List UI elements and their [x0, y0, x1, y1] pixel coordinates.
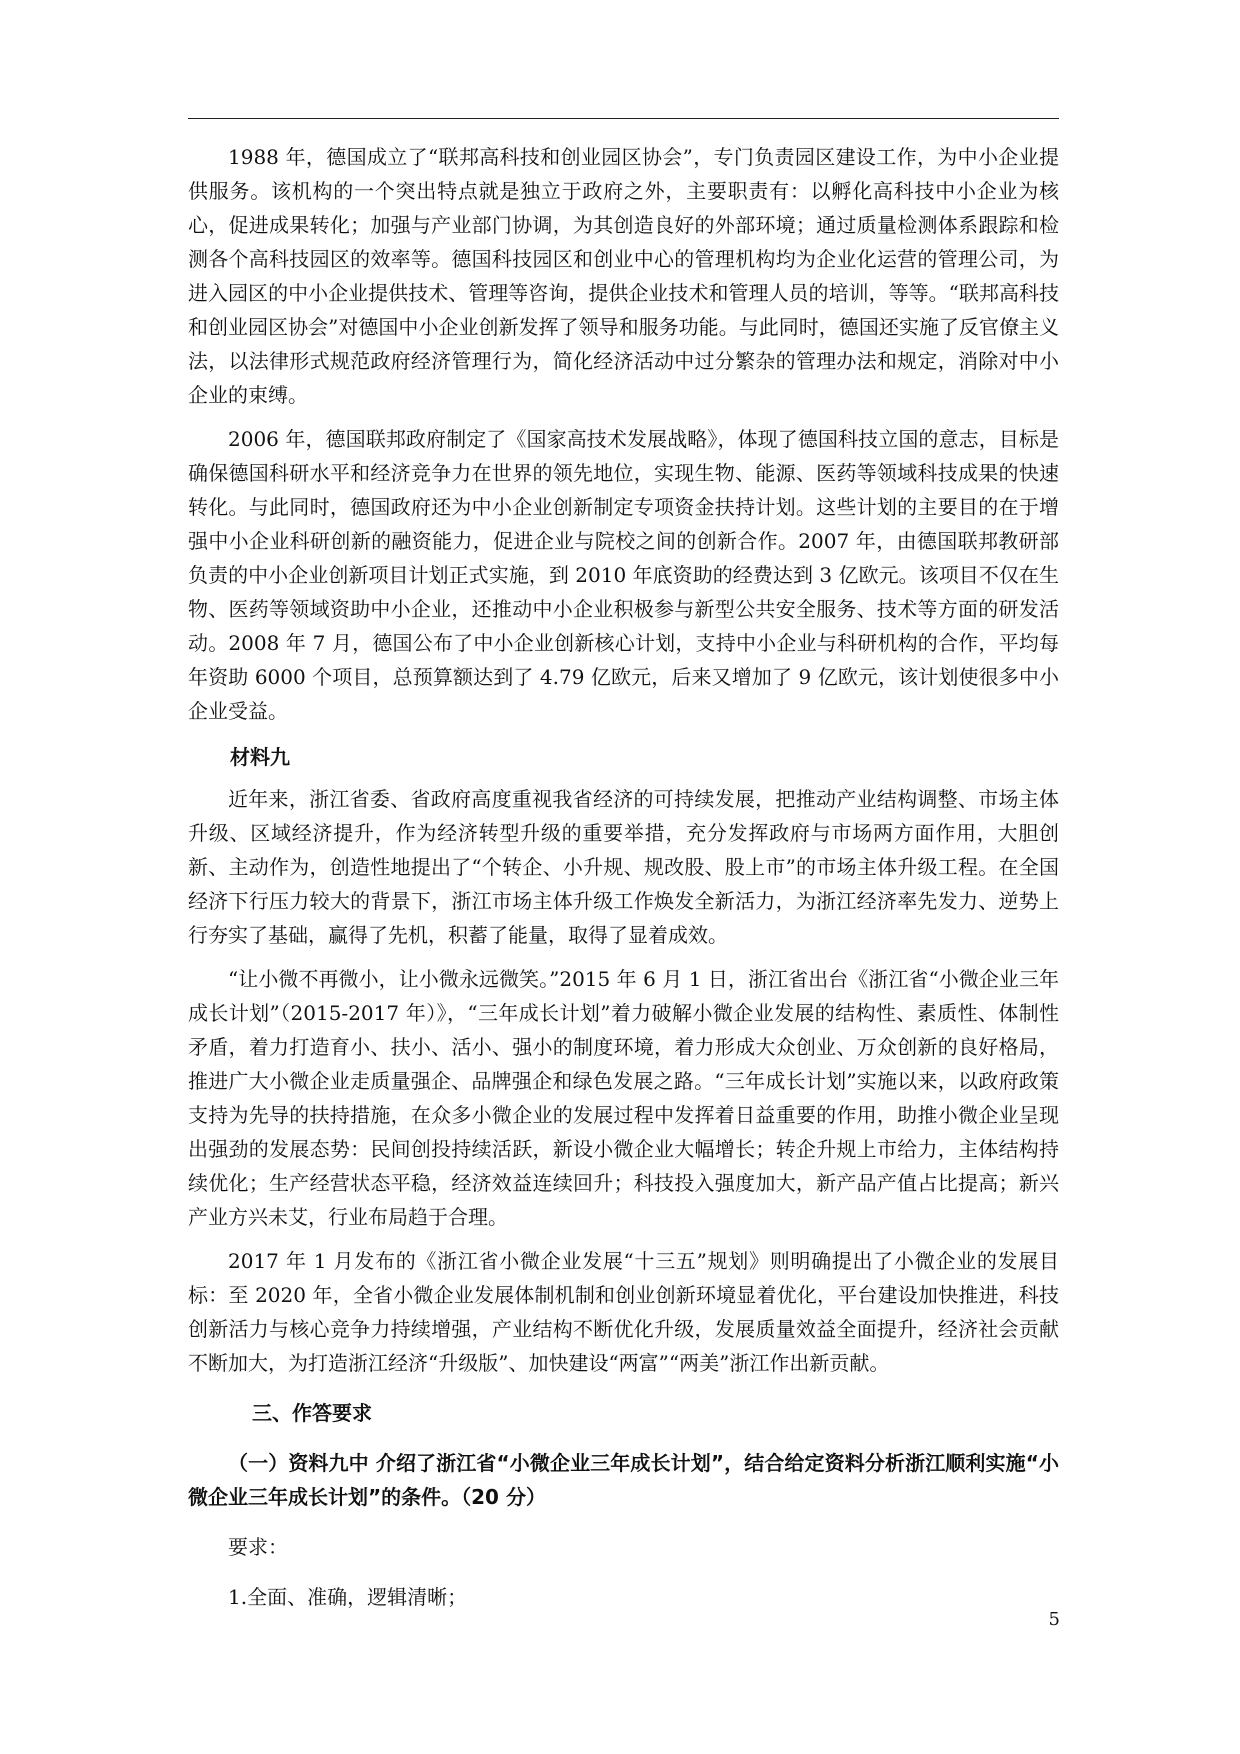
paragraph-germany-1988: 1988 年，德国成立了“联邦高科技和创业园区协会”，专门负责园区建设工作，为中小企业提供服务。该机构的一个突出特点就是独立于政府之外，主要职责有：以孵化高科技中小企业为核心，促进成果转化；加强与产业部门协调，为其创造良好的外部环境；通过质量检测体系跟踪和检测各个高科技园区的效率等。德国科技园区和创业中心的管理机构均为企业化运营的管理公司，为进入园区的中小企业提供技术、管理等咨询，提供企业技术和管理人员的培训，等等。“联邦高科技和创业园区协会”对德国中小企业创新发挥了领导和服务功能。与此同时，德国还实施了反官僚主义法，以法律形式规范政府经济管理行为，简化经济活动中过分繁杂的管理办法和规定，消除对中小企业的束缚。: [188, 145, 1059, 407]
section-heading: 三、作答要求: [252, 1401, 372, 1425]
requirement-item-1: 1.全面、准确，逻辑清晰；: [228, 1585, 468, 1609]
paragraph-germany-2006: 2006 年，德国联邦政府制定了《国家高技术发展战略》，体现了德国科技立国的意志，目标是确保德国科研水平和经济竞争力在世界的领先地位，实现生物、能源、医药等领域科技成果的快速转化。与此同时，德国政府还为中小企业创新制定专项资金扶持计划。这些计划的主要目的在于增强中小企业科研创新的融资能力，促进企业与院校之间的创新合作。2007 年，由德国联邦教研部负责的中小企业创新项目计划正式实施，到 2010 年底资助的经费达到 3 亿欧元。该项目不仅在生物、医药等领域资助中小企业，还推动中小企业积极参与新型公共安全服务、技术等方面的研发活动。2008 年 7 月，德国公布了中小企业创新核心计划，支持中小企业与科研机构的合作，平均每年资助 6000 个项目，总预算额达到了 4.79 亿欧元，后来又增加了 9 亿欧元，该计划使很多中小企业受益。: [188, 427, 1059, 723]
header-rule: [188, 118, 1059, 119]
paragraph-zhejiang-plan: “让小微不再微小，让小微永远微笑。”2015 年 6 月 1 日，浙江省出台《浙江省“小微企业三年成长计划”（2015-2017 年）》，“三年成长计划”着力破解小微企业发展的结构性、素质性、体制性矛盾，着力打造育小、扶小、活小、强小的制度环境，着力形成大众创业、万众创新的良好格局，推进广大小微企业走质量强企、品牌强企和绿色发展之路。“三年成长计划”实施以来，以政府政策支持为先导的扶持措施，在众多小微企业的发展过程中发挥着日益重要的作用，助推小微企业呈现出强劲的发展态势：民间创投持续活跃，新设小微企业大幅增长；转企升规上市给力，主体结构持续优化；生产经营状态平稳，经济效益连续回升；科技投入强度加大，新产品产值占比提高；新兴产业方兴未艾，行业布局趋于合理。: [188, 967, 1059, 1229]
material-heading: 材料九: [230, 745, 290, 769]
question-1: （一）资料九中 介绍了浙江省“小微企业三年成长计划”，结合给定资料分析浙江顺利实施“小微企业三年成长计划”的条件。（20 分）: [188, 1451, 1059, 1509]
paragraph-zhejiang-2017: 2017 年 1 月发布的《浙江省小微企业发展“十三五”规划》则明确提出了小微企业的发展目标：至 2020 年，全省小微企业发展体制机制和创业创新环境显着优化，平台建设加快推进，科技创新活力与核心竞争力持续增强，产业结构不断优化升级，发展质量效益全面提升，经济社会贡献不断加大，为打造浙江经济“升级版”、加快建设“两富”“两美”浙江作出新贡献。: [188, 1249, 1059, 1375]
requirements-label: 要求：: [228, 1535, 288, 1559]
page-number: 5: [1048, 1609, 1060, 1630]
paragraph-zhejiang-intro: 近年来，浙江省委、省政府高度重视我省经济的可持续发展，把推动产业结构调整、市场主体升级、区域经济提升，作为经济转型升级的重要举措，充分发挥政府与市场两方面作用，大胆创新、主动作为，创造性地提出了“个转企、小升规、规改股、股上市”的市场主体升级工程。在全国经济下行压力较大的背景下，浙江市场主体升级工作焕发全新活力，为浙江经济率先发力、逆势上行夯实了基础，赢得了先机，积蓄了能量，取得了显着成效。: [188, 787, 1059, 947]
page-content: [188, 140, 1059, 1630]
